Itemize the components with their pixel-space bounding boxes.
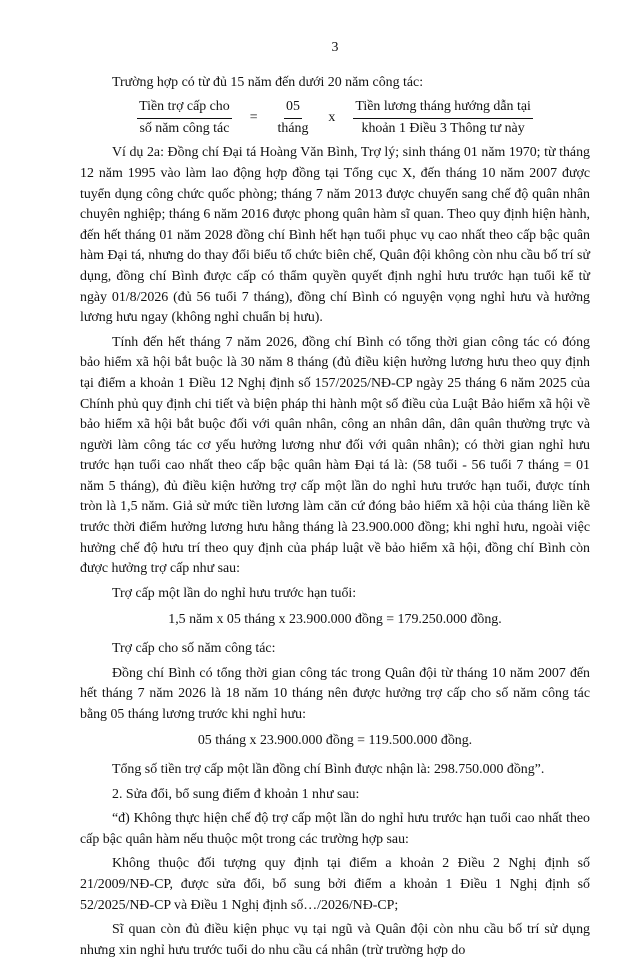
formula-right-numerator: Tiền lương tháng hướng dẫn tại (353, 97, 532, 119)
early-retirement-label: Trợ cấp một lần do nghỉ hưu trước hạn tuổi: (112, 585, 357, 601)
formula-right-term (353, 97, 532, 139)
case-1-paragraph: Không thuộc đối tượng quy định tại điểm a khoản 2 Điều 2 Nghị định số 21/2009/NĐ-CP, được sửa đổi, bổ sung bởi điểm a khoản 1 Điều 1 Nghị định số 52/2025/NĐ-CP và Điều 1 Nghị định số…/2026/NĐ-CP; (80, 856, 590, 913)
formula-equals: = (249, 109, 258, 125)
total-amount-line: Tổng số tiền trợ cấp một lần đồng chí Bình được nhận là: 298.750.000 đồng”. (112, 762, 545, 777)
formula-mid-numerator: 05 (284, 97, 302, 119)
early-retirement-calculation: 1,5 năm x 05 tháng x 23.900.000 đồng = 179.250.000 đồng. (168, 612, 502, 628)
service-years-paragraph: Đồng chí Bình có tổng thời gian công tác trong Quân đội từ tháng 10 năm 2007 đến hết tháng 7 năm 2026 là 18 năm 10 tháng nên được hưởng trợ cấp cho số năm công tác bằng 05 tháng lương trước khi nghỉ hưu: (80, 665, 590, 722)
formula-right-denominator: khoản 1 Điều 3 Thông tư này (361, 120, 525, 136)
calculation-paragraph: Tính đến hết tháng 7 năm 2026, đồng chí Bình có tổng thời gian công tác có đóng bảo hiểm xã hội bắt buộc là 30 năm 8 tháng (đủ điều kiện hưởng lương hưu theo quy định tại điểm a khoản 1 Điều 12 Nghị định số 157/2025/NĐ-CP ngày 25 tháng 6 năm 2025 của Chính phủ quy định chi tiết và biện pháp thi hành một số điều của Luật Bảo hiểm xã hội về bảo hiểm xã hội bắt buộc đối với quân nhân, công an nhân dân, dân quân thường trực và người làm công tác cơ yếu hưởng lương như đối với quân nhân); có thời gian nghỉ hưu trước hạn tuổi cao nhất theo cấp bậc quân hàm Đại tá là: (58 tuổi - 56 tuổi 7 tháng = 01 năm 5 tháng), đủ điều kiện hưởng trợ cấp một lần do nghỉ hưu trước hạn tuổi, được tính tròn là 1,5 năm. Giả sử mức tiền lương làm căn cứ đóng bảo hiểm xã hội của tháng liền kề trước thời điểm hưởng lương hưu hằng tháng là 23.900.000 đồng; khi nghỉ hưu, ngoài việc hưởng chế độ hưu trí theo quy định của pháp luật về bảo hiểm xã hội, đồng chí Bình còn được hưởng trợ cấp như sau: (80, 334, 590, 577)
case-2-paragraph: Sĩ quan còn đủ điều kiện phục vụ tại ngũ và Quân đội còn nhu cầu bố trí sử dụng nhưng xin nghỉ hưu trước tuổi do nhu cầu cá nhân (trừ trường hợp do (80, 922, 590, 958)
service-years-label: Trợ cấp cho số năm công tác: (112, 641, 276, 657)
service-years-calculation: 05 tháng x 23.900.000 đồng = 119.500.000 đồng. (197, 733, 473, 749)
point-d-paragraph: “đ) Không thực hiện chế độ trợ cấp một lần do nghỉ hưu trước hạn tuổi cao nhất theo cấp bậc quân hàm nếu thuộc một trong các trường hợp sau: (80, 811, 590, 847)
intro-case: Trường hợp có từ đủ 15 năm đến dưới 20 năm công tác: (112, 74, 424, 90)
severance-formula (80, 97, 590, 139)
formula-mid-term (276, 97, 311, 139)
formula-times: x (328, 109, 336, 125)
formula-left-numerator: Tiền trợ cấp cho (137, 97, 232, 119)
page-number: 3 (331, 40, 339, 55)
amendment-heading: 2. Sửa đổi, bổ sung điểm đ khoản 1 như sau: (112, 786, 360, 802)
formula-left-denominator: số năm công tác (139, 120, 230, 136)
example-paragraph: Ví dụ 2a: Đồng chí Đại tá Hoàng Văn Bình, Trợ lý; sinh tháng 01 năm 1970; từ tháng 12 năm 1995 vào làm lao động hợp đồng tại Tổng cục X, đến tháng 10 năm 2007 được tuyển dụng công chức quốc phòng; tháng 7 năm 2013 được chuyển sang chế độ quân nhân chuyên nghiệp; tháng 6 năm 2016 được phong quân hàm sĩ quan. Theo quy định hiện hành, đến hết tháng 01 năm 2028 đồng chí Bình hết hạn tuổi phục vụ cao nhất theo cấp bậc quân hàm Đại tá, nhưng do thay đổi biểu tổ chức biên chế, Quân đội không còn nhu cầu bố trí sử dụng, đồng chí Bình được cấp có thẩm quyền quyết định nghỉ hưu trước hạn tuổi kể từ ngày 01/8/2026 (đủ 56 tuổi 7 tháng), đồng chí Bình có nguyện vọng nghỉ hưu và hưởng lương hưu ngay (không nghỉ chuẩn bị hưu). (80, 145, 590, 326)
formula-left-term (137, 97, 232, 139)
formula-mid-denominator: tháng (277, 120, 309, 136)
